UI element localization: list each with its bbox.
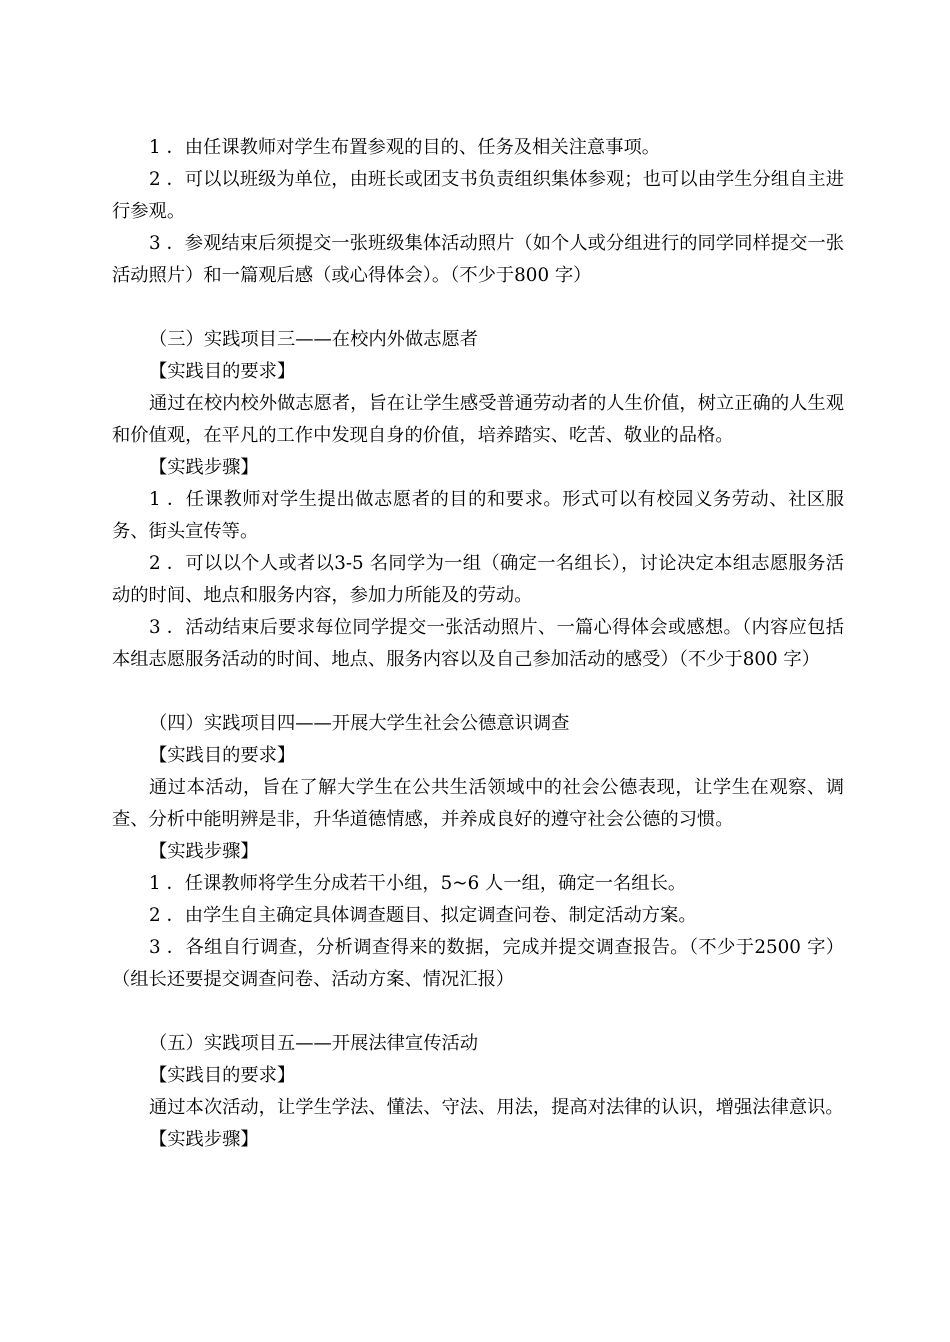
step-item: 1 ．任课教师将学生分成若干小组，5~6 人一组，确定一名组长。	[149, 873, 687, 894]
section-heading: （五）实践项目五——开展法律宣传活动	[149, 1033, 479, 1054]
section-gap	[112, 292, 844, 324]
section-gap	[112, 996, 844, 1028]
paragraph: 通过本次活动，让学生学法、懂法、守法、用法，提高对法律的认识，增强法律意识。	[149, 1097, 844, 1118]
subheading: 【实践步骤】	[149, 457, 259, 478]
step-item: 3 ．参观结束后须提交一张班级集体活动照片（如个人或分组进行的同学同样提交一张活动照片）和一篇观后感（或心得体会）。（不少于800 字）	[112, 233, 844, 286]
subheading: 【实践目的要求】	[149, 1065, 296, 1086]
step-item: 1 ．由任课教师对学生布置参观的目的、任务及相关注意事项。	[149, 137, 661, 158]
step-item: 2 ．可以以个人或者以3-5 名同学为一组（确定一名组长），讨论决定本组志愿服务活动的时间、地点和服务内容，参加力所能及的劳动。	[112, 553, 844, 606]
paragraph: 通过在校内校外做志愿者，旨在让学生感受普通劳动者的人生价值，树立正确的人生观和价值观，在平凡的工作中发现自身的价值，培养踏实、吃苦、敬业的品格。	[112, 393, 844, 446]
step-item: 1 ．任课教师对学生提出做志愿者的目的和要求。形式可以有校园义务劳动、社区服务、街头宣传等。	[112, 489, 844, 542]
document-page	[112, 132, 844, 1156]
paragraph: 通过本活动，旨在了解大学生在公共生活领域中的社会公德表现，让学生在观察、调查、分析中能明辨是非，升华道德情感，并养成良好的遵守社会公德的习惯。	[112, 777, 844, 830]
subheading: 【实践步骤】	[149, 1129, 259, 1150]
section-gap	[112, 676, 844, 708]
subheading: 【实践目的要求】	[149, 361, 296, 382]
step-item: 2 ．由学生自主确定具体调查题目、拟定调查问卷、制定活动方案。	[149, 905, 697, 926]
step-item: 3 ．活动结束后要求每位同学提交一张活动照片、一篇心得体会或感想。（内容应包括本组志愿服务活动的时间、地点、服务内容以及自己参加活动的感受）（不少于800 字）	[112, 617, 844, 670]
step-item: 2 ．可以以班级为单位，由班长或团支书负责组织集体参观；也可以由学生分组自主进行参观。	[112, 169, 844, 222]
section-heading: （四）实践项目四——开展大学生社会公德意识调查	[149, 713, 570, 734]
section-heading: （三）实践项目三——在校内外做志愿者	[149, 329, 479, 350]
subheading: 【实践目的要求】	[149, 745, 296, 766]
subheading: 【实践步骤】	[149, 841, 259, 862]
step-item: 3 ．各组自行调查，分析调查得来的数据，完成并提交调查报告。（不少于2500 字）（组长还要提交调查问卷、活动方案、情况汇报）	[112, 937, 844, 990]
